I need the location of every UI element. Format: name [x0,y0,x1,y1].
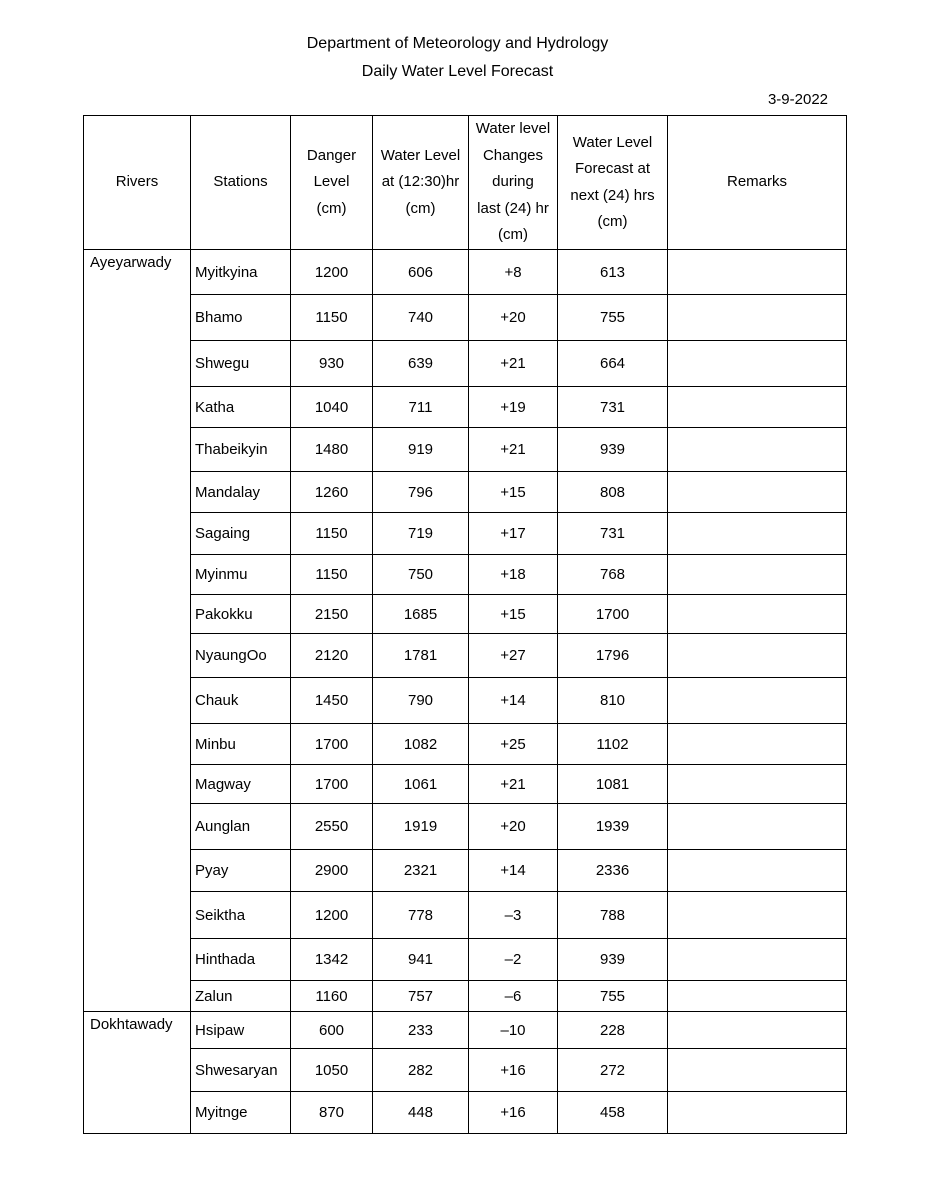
remarks-cell [668,1012,847,1049]
water-level-change-cell: +15 [469,472,558,513]
danger-level-cell: 1480 [291,428,373,472]
water-level-cell: 1082 [373,724,469,765]
river-name: Dokhtawady [84,1012,191,1134]
column-header-line: (cm) [316,199,347,217]
table-row [84,724,847,765]
station-name: Pakokku [191,595,291,634]
forecast-cell: 731 [558,387,668,428]
remarks-cell [668,939,847,981]
danger-level-cell: 1200 [291,250,373,295]
water-level-cell: 1781 [373,634,469,678]
column-header-line: Forecast at [574,160,651,177]
water-level-change-cell: +21 [469,765,558,804]
water-level-change-cell: +21 [469,341,558,387]
station-name: Chauk [191,678,291,724]
water-level-change-cell: +20 [469,295,558,341]
table-row [84,295,847,341]
document-subtitle: Daily Water Level Forecast [361,63,554,80]
column-header-line: Water level [475,120,551,138]
danger-level-cell: 1700 [291,724,373,765]
station-name: Pyay [191,850,291,892]
station-name: Minbu [191,724,291,765]
column-header-stations [191,116,291,250]
water-level-change-cell: +15 [469,595,558,634]
water-level-cell: 448 [373,1092,469,1134]
forecast-cell: 768 [558,555,668,595]
water-level-cell: 790 [373,678,469,724]
column-header-forecast [558,116,668,250]
forecast-cell: 613 [558,250,668,295]
danger-level-cell: 1040 [291,387,373,428]
forecast-cell: 939 [558,428,668,472]
table-row [84,513,847,555]
water-level-cell: 1919 [373,804,469,850]
remarks-cell [668,428,847,472]
station-name: Shwesaryan [191,1049,291,1092]
danger-level-cell: 1342 [291,939,373,981]
remarks-cell [668,1092,847,1134]
water-level-cell: 941 [373,939,469,981]
column-header-line: (cm) [597,213,628,230]
water-level-change-cell: +27 [469,634,558,678]
column-header-line: Water Level [572,133,653,151]
water-level-cell: 778 [373,892,469,939]
column-header-line: during [492,173,534,191]
remarks-cell [668,634,847,678]
remarks-cell [668,724,847,765]
document-title: Department of Meteorology and Hydrology [306,35,609,52]
remarks-cell [668,804,847,850]
water-level-cell: 919 [373,428,469,472]
forecast-cell: 755 [558,295,668,341]
column-header-danger-level [291,116,373,250]
table-row [84,428,847,472]
forecast-cell: 228 [558,1012,668,1049]
danger-level-cell: 870 [291,1092,373,1134]
column-header-line: Danger [306,146,357,164]
danger-level-cell: 1450 [291,678,373,724]
forecast-cell: 1796 [558,634,668,678]
danger-level-cell: 1700 [291,765,373,804]
station-name: Mandalay [191,472,291,513]
table-row [84,939,847,981]
table-row [84,634,847,678]
forecast-cell: 939 [558,939,668,981]
table-row [84,850,847,892]
danger-level-cell: 600 [291,1012,373,1049]
forecast-cell: 272 [558,1049,668,1092]
column-header-line: Water Level [380,146,461,164]
water-level-change-cell: +8 [469,250,558,295]
table-row [84,981,847,1012]
water-level-cell: 639 [373,341,469,387]
station-name: Myitkyina [191,250,291,295]
table-row [84,341,847,387]
water-level-change-cell: +18 [469,555,558,595]
danger-level-cell: 1260 [291,472,373,513]
station-name: Thabeikyin [191,428,291,472]
column-header-line: at (12:30)hr [381,173,460,191]
danger-level-cell: 2550 [291,804,373,850]
forecast-cell: 2336 [558,850,668,892]
river-name: Ayeyarwady [84,250,191,1012]
remarks-cell [668,250,847,295]
remarks-cell [668,513,847,555]
station-name: Bhamo [191,295,291,341]
danger-level-cell: 1200 [291,892,373,939]
station-name: Seiktha [191,892,291,939]
danger-level-cell: 2150 [291,595,373,634]
remarks-cell [668,295,847,341]
station-name: Myinmu [191,555,291,595]
remarks-cell [668,981,847,1012]
water-level-cell: 757 [373,981,469,1012]
table-header-row [84,116,847,250]
forecast-cell: 458 [558,1092,668,1134]
station-name: Katha [191,387,291,428]
forecast-cell: 1102 [558,724,668,765]
water-level-change-cell: –2 [469,939,558,981]
column-header-remarks [668,116,847,250]
forecast-cell: 788 [558,892,668,939]
remarks-cell [668,850,847,892]
column-header-line: (cm) [498,226,528,244]
danger-level-cell: 1050 [291,1049,373,1092]
remarks-cell [668,765,847,804]
remarks-cell [668,595,847,634]
water-level-change-cell: +14 [469,678,558,724]
danger-level-cell: 2120 [291,634,373,678]
station-name: Zalun [191,981,291,1012]
station-name: Hinthada [191,939,291,981]
station-name: Aunglan [191,804,291,850]
water-level-change-cell: +25 [469,724,558,765]
table-row [84,472,847,513]
station-name: Shwegu [191,341,291,387]
water-level-cell: 796 [373,472,469,513]
table-row [84,555,847,595]
forecast-cell: 664 [558,341,668,387]
table-row [84,804,847,850]
forecast-cell: 1700 [558,595,668,634]
water-level-cell: 740 [373,295,469,341]
table-row [84,1012,847,1049]
water-level-table [83,115,847,1134]
water-level-cell: 1685 [373,595,469,634]
water-level-change-cell: +17 [469,513,558,555]
water-level-change-cell: +19 [469,387,558,428]
column-header-water-level [373,116,469,250]
column-header-line: Rivers [115,173,159,191]
forecast-cell: 808 [558,472,668,513]
water-level-change-cell: +16 [469,1049,558,1092]
water-level-cell: 282 [373,1049,469,1092]
water-level-cell: 719 [373,513,469,555]
remarks-cell [668,1049,847,1092]
water-level-cell: 2321 [373,850,469,892]
remarks-cell [668,387,847,428]
remarks-cell [668,892,847,939]
forecast-cell: 1081 [558,765,668,804]
station-name: Hsipaw [191,1012,291,1049]
danger-level-cell: 1150 [291,295,373,341]
station-name: Sagaing [191,513,291,555]
remarks-cell [668,678,847,724]
column-header-water-level-change [469,116,558,250]
water-level-change-cell: +20 [469,804,558,850]
danger-level-cell: 930 [291,341,373,387]
table-row [84,1049,847,1092]
table-row [84,387,847,428]
danger-level-cell: 1150 [291,555,373,595]
table-body [84,250,847,1134]
danger-level-cell: 2900 [291,850,373,892]
water-level-cell: 711 [373,387,469,428]
water-level-change-cell: –6 [469,981,558,1012]
water-level-cell: 750 [373,555,469,595]
water-level-cell: 606 [373,250,469,295]
column-header-rivers [84,116,191,250]
forecast-cell: 1939 [558,804,668,850]
table-row [84,892,847,939]
table-row [84,765,847,804]
report-date: 3-9-2022 [767,91,828,108]
forecast-cell: 810 [558,678,668,724]
danger-level-cell: 1160 [291,981,373,1012]
water-level-change-cell: –10 [469,1012,558,1049]
column-header-line: last (24) hr [477,199,549,217]
water-level-change-cell: +21 [469,428,558,472]
column-header-line: Stations [213,173,268,191]
table-row [84,250,847,295]
water-level-cell: 1061 [373,765,469,804]
water-level-change-cell: –3 [469,892,558,939]
column-header-line: Changes [482,146,544,164]
column-header-line: Level [313,173,350,191]
station-name: Myitnge [191,1092,291,1134]
remarks-cell [668,555,847,595]
column-header-line: (cm) [405,199,436,217]
forecast-cell: 755 [558,981,668,1012]
station-name: NyaungOo [191,634,291,678]
danger-level-cell: 1150 [291,513,373,555]
column-header-line: Remarks [726,173,787,191]
column-header-line: next (24) hrs [570,186,655,204]
station-name: Magway [191,765,291,804]
remarks-cell [668,472,847,513]
table-row [84,1092,847,1134]
water-level-change-cell: +14 [469,850,558,892]
table-row [84,678,847,724]
forecast-cell: 731 [558,513,668,555]
remarks-cell [668,341,847,387]
table-row [84,595,847,634]
water-level-change-cell: +16 [469,1092,558,1134]
water-level-cell: 233 [373,1012,469,1049]
